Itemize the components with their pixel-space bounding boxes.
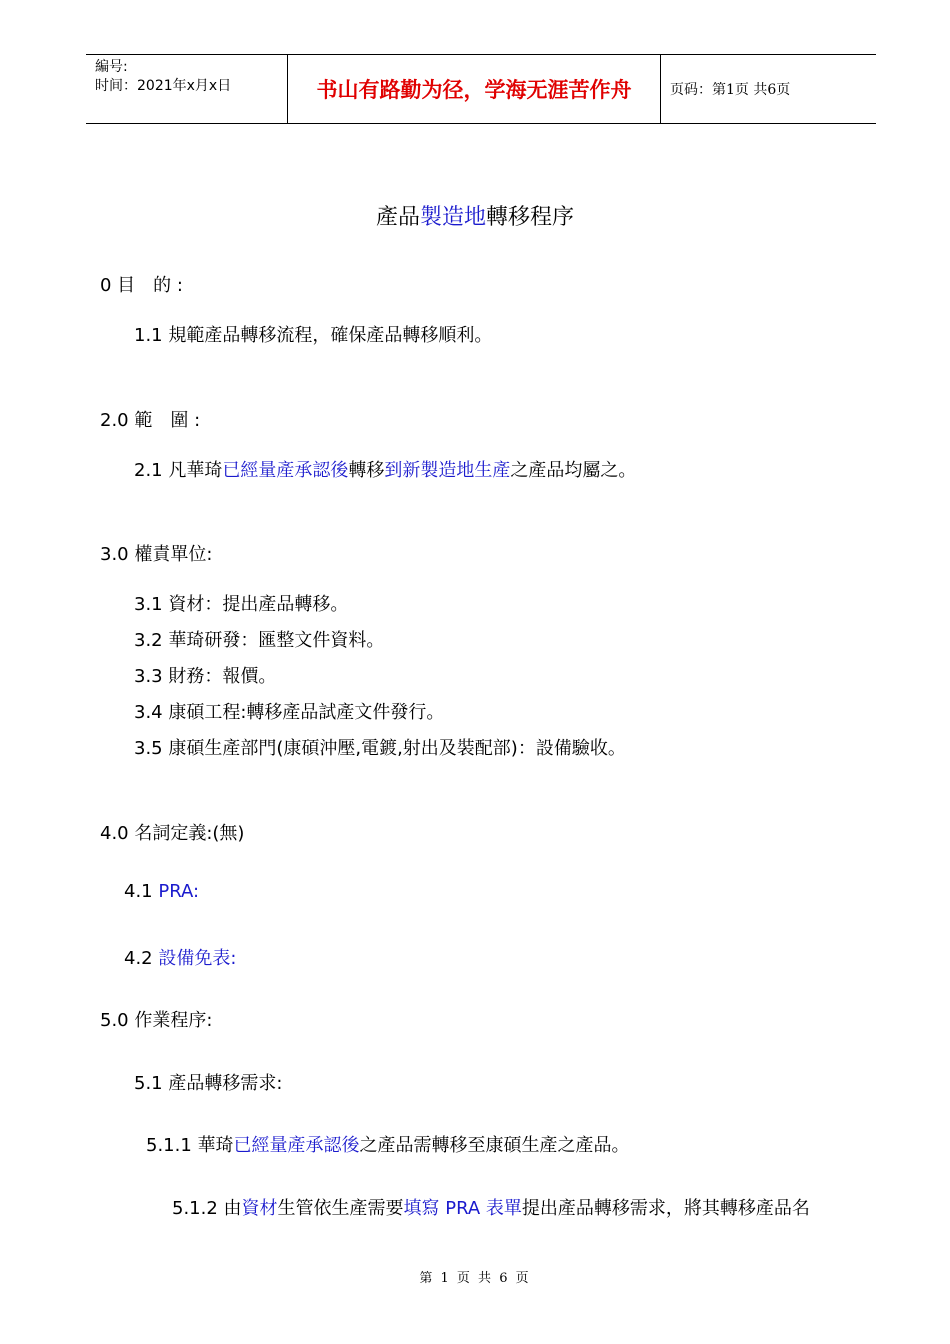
section-3-2: 3.2 華琦研發：匯整文件資料。 bbox=[134, 630, 385, 651]
motto-cell bbox=[287, 55, 661, 123]
number-label: 編号: bbox=[95, 59, 128, 75]
section-3-heading: 3.0 權責單位: bbox=[100, 544, 213, 565]
section-1-1: 1.1 規範產品轉移流程，確保產品轉移順利。 bbox=[134, 325, 493, 346]
motto-text: 书山有路勤为径，学海无涯苦作舟 bbox=[316, 77, 632, 102]
section-3-5: 3.5 康碩生產部門(康碩沖壓,電鍍,射出及裝配部)：設備驗收。 bbox=[134, 738, 626, 759]
section-4-1: 4.1 PRA: bbox=[124, 881, 200, 902]
page-info-text: 页码：第1页 共6页 bbox=[670, 82, 791, 98]
section-2-1: 2.1 凡華琦已經量產承認後轉移到新製造地生產之產品均屬之。 bbox=[134, 460, 637, 481]
page-footer: 第 1 页 共 6 页 bbox=[419, 1271, 531, 1286]
time-label: 时间：2021年x月x日 bbox=[95, 78, 232, 94]
section-4-2: 4.2 設備免表: bbox=[124, 948, 237, 969]
section-2-heading: 2.0 範 圍 : bbox=[100, 410, 201, 431]
section-3-3: 3.3 財務：報價。 bbox=[134, 666, 277, 687]
section-0-heading: 0 目 的 : bbox=[100, 275, 183, 296]
page-info-cell bbox=[661, 55, 876, 123]
section-5-heading: 5.0 作業程序: bbox=[100, 1010, 213, 1031]
page-header bbox=[86, 54, 876, 124]
section-3-1: 3.1 資材：提出產品轉移。 bbox=[134, 594, 349, 615]
document-title: 產品製造地轉移程序 bbox=[375, 205, 575, 230]
header-left-cell bbox=[86, 55, 287, 123]
section-5-1: 5.1 產品轉移需求: bbox=[134, 1073, 283, 1094]
section-5-1-2: 5.1.2 由資材生管依生產需要填寫 PRA 表單提出產品轉移需求，將其轉移產品名 bbox=[172, 1198, 810, 1219]
section-4-heading: 4.0 名詞定義:(無) bbox=[100, 823, 245, 844]
section-3-4: 3.4 康碩工程:轉移產品試產文件發行。 bbox=[134, 702, 445, 723]
section-5-1-1: 5.1.1 華琦已經量產承認後之產品需轉移至康碩生產之產品。 bbox=[146, 1135, 630, 1156]
